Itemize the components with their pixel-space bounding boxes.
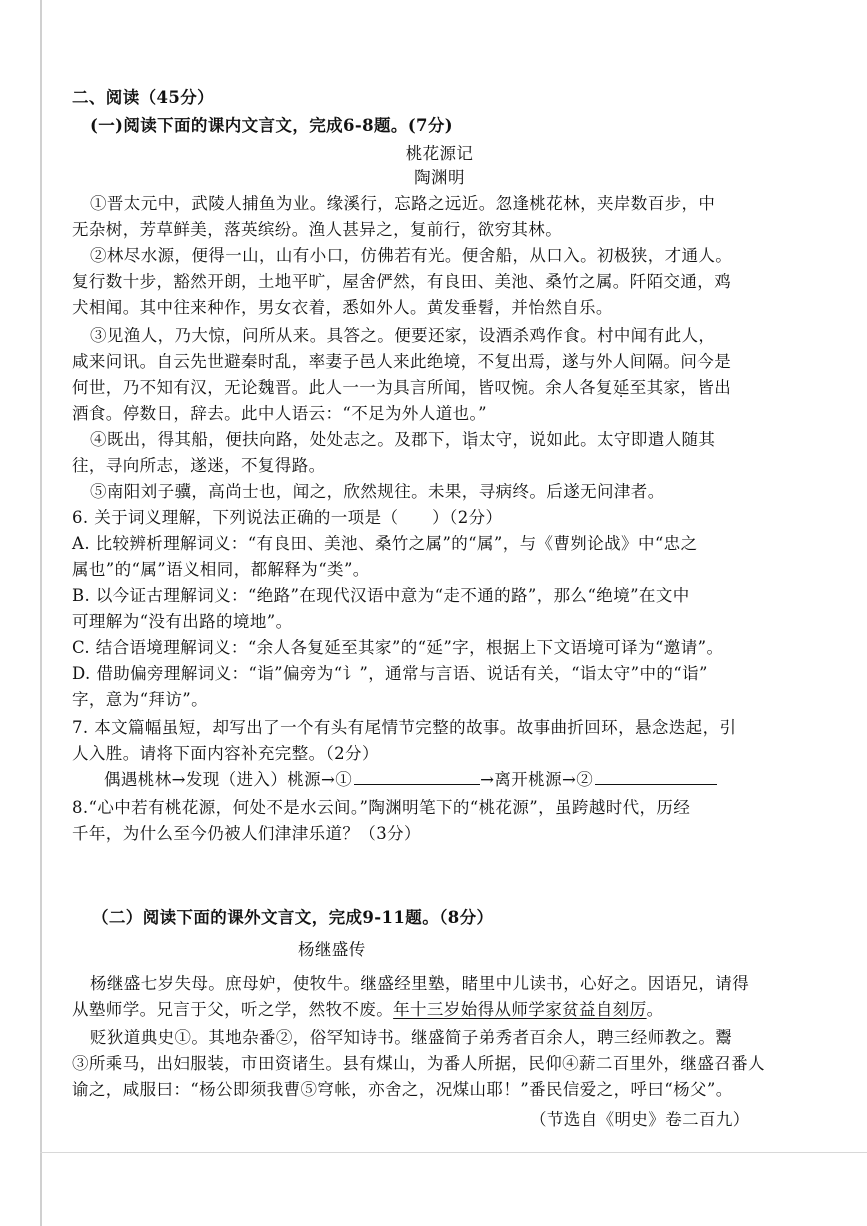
passage1-para2-line3: 犬相闻。其中往来种作，男女衣着，悉如外人。黄发垂髫，并怡然自乐。	[72, 298, 613, 317]
q8-stem-line2: 千年，为什么至今仍被人们津津乐道？（3分）	[72, 824, 421, 843]
passage1-para3-line3	[72, 376, 731, 400]
q6-option-a-line2: 属也”的“属”语义相同，都解释为“类”。	[72, 560, 370, 579]
passage1-para3-line1: ③见渔人，乃大惊，问所从来。具答之。便要还家，设酒杀鸡作食。村中闻有此人，	[90, 326, 716, 345]
para4-line1-tail: 太守，说如此。太守即遣人随其	[478, 430, 716, 449]
passage1-para2-line1: ②林尽水源，便得一山，山有小口，仿佛若有光。便舍船，从口入。初极狭，才通人。	[90, 246, 733, 265]
section-heading: 二、阅读（45分）	[72, 88, 215, 107]
passage1-title: 桃花源记	[405, 144, 474, 163]
q6-stem: 6. 关于词义理解，下列说法正确的一项是（ ）（2分）	[72, 508, 503, 527]
part1-heading: (一)阅读下面的课内文言文，完成6-8题。(7分)	[90, 116, 454, 135]
q8-stem-line1: 8.“心中若有桃花源，何处不是水云间。”陶渊明笔下的“桃花源”，虽跨越时代，历经	[72, 798, 691, 817]
passage1-para1-line2: 无杂树，芳草鲜美，落英缤纷。渔人甚异之，复前行，欲穷其林。	[72, 220, 563, 239]
q6-option-d-line2: 字，意为“拜访”。	[72, 690, 208, 709]
passage2-title: 杨继盛传	[298, 940, 366, 959]
para3-line3-tail: 至其家，皆出	[629, 378, 732, 397]
passage2-para1-line2: 从塾师学。兄言于父，听之学，然牧不废。年十三岁始得从师学家贫益自刻厉。	[72, 1000, 664, 1019]
passage1-author: 陶渊明	[414, 168, 465, 187]
passage1-para3-line4: 酒食。停数日，辞去。此中人语云：“不足为外人道也。”	[72, 404, 488, 423]
para4-line1-text: ④既出，得其船，便扶向路，处处志之。及郡下，	[90, 430, 462, 449]
part2-heading: （二）阅读下面的课外文言文，完成9-11题。（8分）	[92, 908, 494, 927]
passage1-para2-line2: 复行数十步，豁然开朗，土地平旷，屋舍俨然，有良田、美池、桑竹之属。阡陌交通，鸡	[72, 272, 732, 291]
q7-answer-blank-2[interactable]	[595, 770, 717, 785]
q7-flow-mid: →离开桃源→②	[480, 770, 594, 789]
emphasis-char-yan: 延	[612, 378, 630, 397]
para3-line3-text: 何世，乃不知有汉，无论魏晋。此人一一为具言所闻，皆叹惋。余人各复	[72, 378, 613, 397]
passage1-para3-line2: 咸来问讯。自云先世避秦时乱，率妻子邑人来此绝境，不复出焉，遂与外人间隔。问今是	[72, 352, 732, 371]
underlined-sentence: 年十三岁始得从师学家贫益自刻厉	[393, 1000, 647, 1019]
passage2-para1-line1: 杨继盛七岁失母。庶母妒，使牧牛。继盛经里塾，睹里中儿读书，心好之。因语兄，请得	[90, 974, 750, 993]
emphasis-char-yi: 诣	[461, 430, 479, 449]
scan-bottom-border	[40, 1152, 867, 1153]
passage1-para5: ⑤南阳刘子骥，高尚士也，闻之，欣然规往。未果，寻病终。后遂无问津者。	[90, 482, 665, 501]
q7-flow	[104, 768, 717, 792]
passage2-source: （节选自《明史》卷二百九）	[530, 1110, 750, 1129]
q6-option-b-line1: B. 以今证古理解词义：“绝路”在现代汉语中意为“走不通的路”，那么“绝境”在文中	[72, 586, 690, 605]
q7-stem-line1: 7. 本文篇幅虽短，却写出了一个有头有尾情节完整的故事。故事曲折回环，悬念迭起，引	[72, 718, 737, 737]
passage2-para2-line2: ③所乘马，出妇服装，市田资诸生。县有煤山，为番人所据，民仰④薪二百里外，继盛召番人	[72, 1054, 765, 1073]
para1-line2-text: 从塾师学。兄言于父，听之学，然牧不废。	[72, 1000, 394, 1019]
passage1-para4-line1	[90, 428, 715, 452]
passage2-para2-line3: 谕之，咸服曰：“杨公即须我曹⑤穹帐，亦舍之，况煤山耶！”番民信爱之，呼曰“杨父”。	[72, 1080, 733, 1099]
q7-stem-line2: 人入胜。请将下面内容补充完整。（2分）	[72, 744, 379, 763]
q7-answer-blank-1[interactable]	[354, 770, 480, 785]
scan-left-border	[40, 0, 42, 1226]
q6-option-b-line2: 可理解为“没有出路的境地”。	[72, 612, 293, 631]
q6-option-d-line1: D. 借助偏旁理解词义：“诣”偏旁为“讠”，通常与言语、说话有关，“诣太守”中的“诣”	[72, 664, 708, 683]
passage1-para1-line1: ①晋太元中，武陵人捕鱼为业。缘溪行，忘路之远近。忽逢桃花林，夹岸数百步，中	[90, 194, 716, 213]
q6-option-c: C. 结合语境理解词义：“余人各复延至其家”的“延”字，根据上下文语境可译为“邀请”。	[72, 638, 724, 657]
passage2-para2-line1: 贬狄道典史①。其地杂番②，俗罕知诗书。继盛简子弟秀者百余人，聘三经师教之。鬻	[90, 1028, 733, 1047]
passage1-para4-line2: 往，寻向所志，遂迷，不复得路。	[72, 456, 326, 475]
q6-option-a-line1: A. 比较辨析理解词义：“有良田、美池、桑竹之属”的“属”，与《曹刿论战》中“忠之	[72, 534, 698, 553]
q7-flow-start: 偶遇桃林→发现（进入）桃源→①	[104, 770, 353, 789]
